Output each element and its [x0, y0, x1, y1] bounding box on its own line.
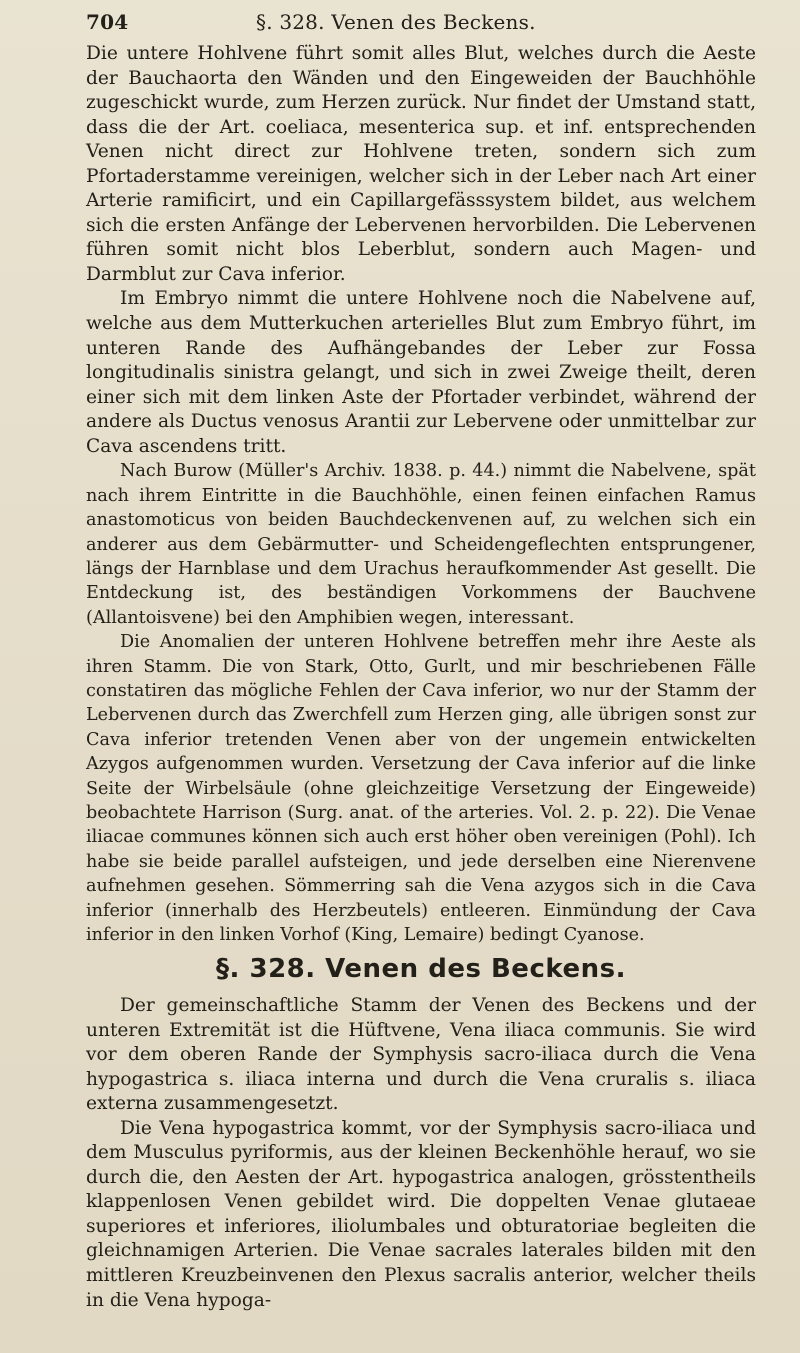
- paragraph: Im Embryo nimmt die untere Hohlvene noch die Nabelvene auf, welche aus dem Mutterkuchen arterielles Blut zum Embryo führt, im unteren Rande des Aufhängebandes der Leber zur Fossa longitudinalis sinistra gelangt, und sich in zwei Zweige theilt, deren einer sich mit dem linken Aste der Pfortader verbindet, während der andere als Ductus venosus Arantii zur Lebervene oder unmittelbar zur Cava ascendens tritt.: [86, 288, 756, 457]
- page-number: 704: [86, 10, 129, 34]
- paragraph: Die untere Hohlvene führt somit alles Blut, welches durch die Aeste der Bauchaorta den Wänden und den Eingeweiden der Bauchhöhle zugeschickt wurde, zum Herzen zurück. Nur findet der Umstand statt, dass die der Art. coeliaca, mesenterica sup. et inf. entsprechenden Venen nicht direct zur Hohlvene treten, sondern sich zum Pfortaderstamme vereinigen, welcher sich in der Leber nach Art einer Arterie ramificirt, und ein Capillargefässsystem bildet, aus welchem sich die ersten Anfänge der Lebervenen hervorbilden. Die Lebervenen führen somit nicht blos Leberblut, sondern auch Magen- und Darmblut zur Cava inferior.: [86, 43, 756, 285]
- paragraph: Der gemeinschaftliche Stamm der Venen des Beckens und der unteren Extremität ist die Hüftvene, Vena iliaca communis. Sie wird vor dem oberen Rande der Symphysis sacro-iliaca durch die Vena hypogastrica s. iliaca interna und durch die Vena cruralis s. iliaca externa zusammengesetzt.: [86, 994, 756, 1115]
- paragraph-small: Die Anomalien der unteren Hohlvene betreffen mehr ihre Aeste als ihren Stamm. Die von Stark, Otto, Gurlt, und mir beschriebenen Fälle constatiren das mögliche Fehlen der Cava inferior, wo nur der Stamm der Lebervenen durch das Zwerchfell zum Herzen ging, alle übrigen sonst zur Cava inferior tretenden Venen aber von der ungemein entwickelten Azygos aufgenommen wurden. Versetzung der Cava inferior auf die linke Seite der Wirbelsäule (ohne gleichzeitige Versetzung der Eingeweide) beobachtete Harrison (Surg. anat. of the arteries. Vol. 2. p. 22). Die Venae iliacae communes können sich auch erst höher oben vereinigen (Pohl). Ich habe sie beide parallel aufsteigen, und jede derselben eine Nierenvene aufnehmen gesehen. Sömmerring sah die Vena azygos sich in die Cava inferior (innerhalb des Herzbeutels) entleeren. Einmündung der Cava inferior in den linken Vorhof (King, Lemaire) bedingt Cyanose.: [86, 632, 756, 946]
- paragraph: Die Vena hypogastrica kommt, vor der Symphysis sacro-iliaca und dem Musculus pyriformis, aus der kleinen Beckenhöhle herauf, wo sie durch die, den Aesten der Art. hypogastrica analogen, grösstentheils klappenlosen Venen gebildet wird. Die doppelten Venae glutaeae superiores et inferiores, iliolumbales und obturatoriae begleiten die gleichnamigen Arterien. Die Venae sacrales laterales bilden mit den mittleren Kreuzbeinvenen den Plexus sacralis anterior, welcher theils in die Vena hypoga-: [86, 1117, 756, 1311]
- running-title: §. 328. Venen des Beckens.: [256, 10, 536, 34]
- paragraph-small: Nach Burow (Müller's Archiv. 1838. p. 44.) nimmt die Nabelvene, spät nach ihrem Eintritte in die Bauchhöhle, einen feinen einfachen Ramus anastomoticus von beiden Bauchdeckenvenen auf, zu welchen sich ein anderer aus dem Gebärmutter- und Scheidengeflechten entsprungener, längs der Harnblase und dem Urachus heraufkommender Ast gesellt. Die Entdeckung ist, des beständigen Vorkommens der Bauchvene (Allantoisvene) bei den Amphibien wegen, interessant.: [86, 461, 756, 628]
- section-heading: §. 328. Venen des Beckens.: [216, 954, 626, 985]
- page-header: [86, 6, 750, 36]
- body-text: [86, 42, 756, 1313]
